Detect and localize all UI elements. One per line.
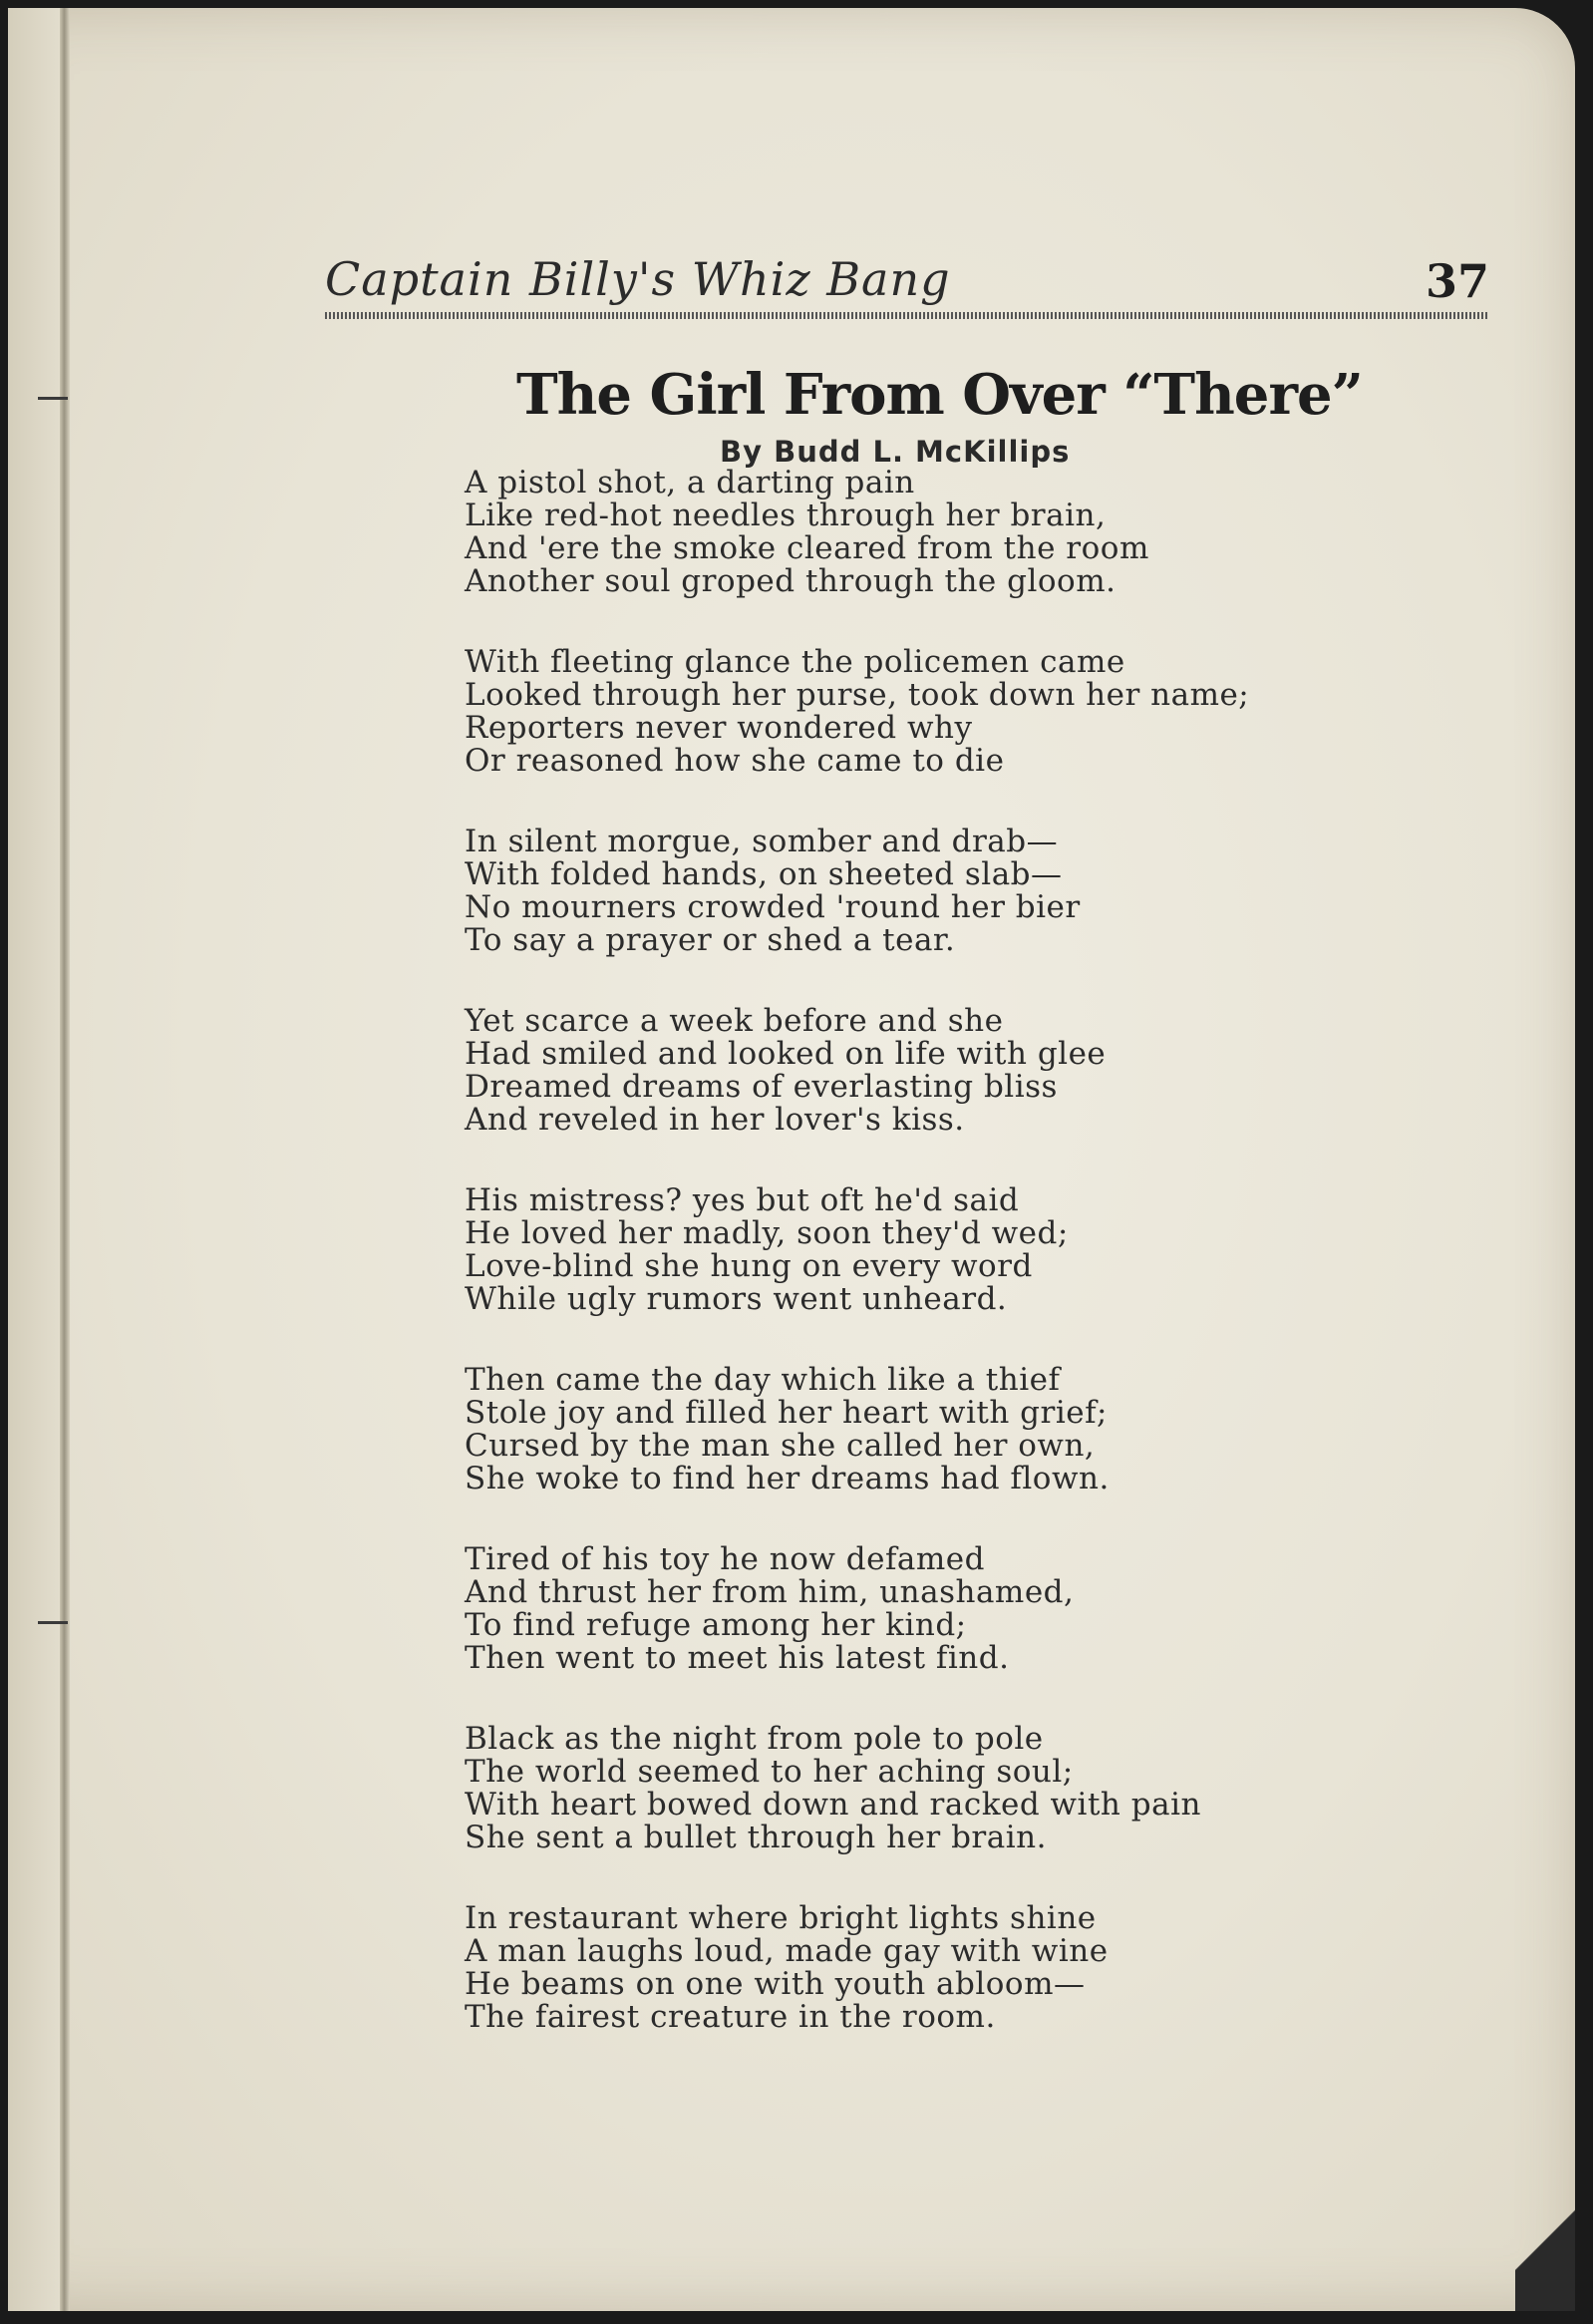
poem-line: Black as the night from pole to pole (465, 1721, 1044, 1757)
poem-line: In restaurant where bright lights shine (465, 1900, 1097, 1936)
stanza-5 (465, 1184, 1362, 1316)
poem-line: With fleeting glance the policemen came (465, 644, 1125, 680)
stanza-2 (465, 646, 1362, 778)
binding-staple-mark (38, 397, 68, 400)
poem-title: The Girl From Over “There” (516, 362, 1363, 428)
page-corner-shadow (1515, 2201, 1575, 2311)
poem-line: Love-blind she hung on every word (465, 1248, 1033, 1284)
magazine-page (8, 8, 1575, 2311)
stanza-7 (465, 1543, 1362, 1675)
poem-line: Like red-hot needles through her brain, (465, 498, 1107, 533)
poem-line: Tired of his toy he now defamed (465, 1541, 985, 1577)
magazine-title: Captain Billy's Whiz Bang (325, 252, 951, 306)
poem-line: Reporters never wondered why (465, 710, 973, 746)
poem-line: And 'ere the smoke cleared from the room (465, 530, 1149, 566)
poem-line: In silent morgue, somber and drab— (465, 824, 1059, 859)
poem-line: A man laughs loud, made gay with wine (465, 1933, 1109, 1969)
poem-line: Then came the day which like a thief (465, 1362, 1061, 1398)
poem-line: The fairest creature in the room. (465, 1999, 996, 2035)
stanza-9 (465, 1902, 1362, 2034)
poem-line: He loved her madly, soon they'd wed; (465, 1215, 1069, 1251)
poem-body (465, 467, 1362, 2082)
poem-line: She sent a bullet through her brain. (465, 1820, 1047, 1855)
poem-line: His mistress? yes but oft he'd said (465, 1182, 1020, 1218)
poem-line: The world seemed to her aching soul; (465, 1754, 1074, 1790)
poem-line: To say a prayer or shed a tear. (465, 922, 956, 958)
poem-line: While ugly rumors went unheard. (465, 1281, 1008, 1317)
poem-byline: By Budd L. McKillips (720, 435, 1071, 469)
poem-line: Yet scarce a week before and she (465, 1003, 1004, 1039)
poem-line: Another soul groped through the gloom. (465, 563, 1116, 599)
poem-line: She woke to find her dreams had flown. (465, 1461, 1110, 1496)
header-rule (325, 312, 1489, 319)
poem-line: Stole joy and filled her heart with grief; (465, 1395, 1108, 1431)
poem-line: To find refuge among her kind; (465, 1607, 967, 1643)
poem-line: A pistol shot, a darting pain (465, 465, 915, 500)
binding-staple-mark (38, 1621, 68, 1624)
poem-line: Dreamed dreams of everlasting bliss (465, 1069, 1058, 1105)
page-gutter (8, 8, 60, 2311)
poem-line: He beams on one with youth abloom— (465, 1966, 1086, 2002)
poem-line: No mourners crowded 'round her bier (465, 889, 1081, 925)
stanza-1 (465, 467, 1362, 598)
poem-line: Had smiled and looked on life with glee (465, 1036, 1107, 1072)
stanza-4 (465, 1005, 1362, 1137)
stanza-8 (465, 1723, 1362, 1854)
poem-line: And reveled in her lover's kiss. (465, 1102, 965, 1138)
poem-line: Then went to meet his latest find. (465, 1640, 1010, 1676)
poem-line: With heart bowed down and racked with pain (465, 1787, 1201, 1823)
poem-line: And thrust her from him, unashamed, (465, 1574, 1075, 1610)
stanza-3 (465, 826, 1362, 957)
poem-line: Or reasoned how she came to die (465, 743, 1005, 779)
poem-line: Cursed by the man she called her own, (465, 1428, 1096, 1464)
poem-line: Looked through her purse, took down her name; (465, 677, 1250, 713)
running-head (325, 252, 1489, 318)
page-number: 37 (1425, 254, 1489, 308)
binding-spine (60, 8, 70, 2311)
poem-line: With folded hands, on sheeted slab— (465, 856, 1063, 892)
stanza-6 (465, 1364, 1362, 1495)
